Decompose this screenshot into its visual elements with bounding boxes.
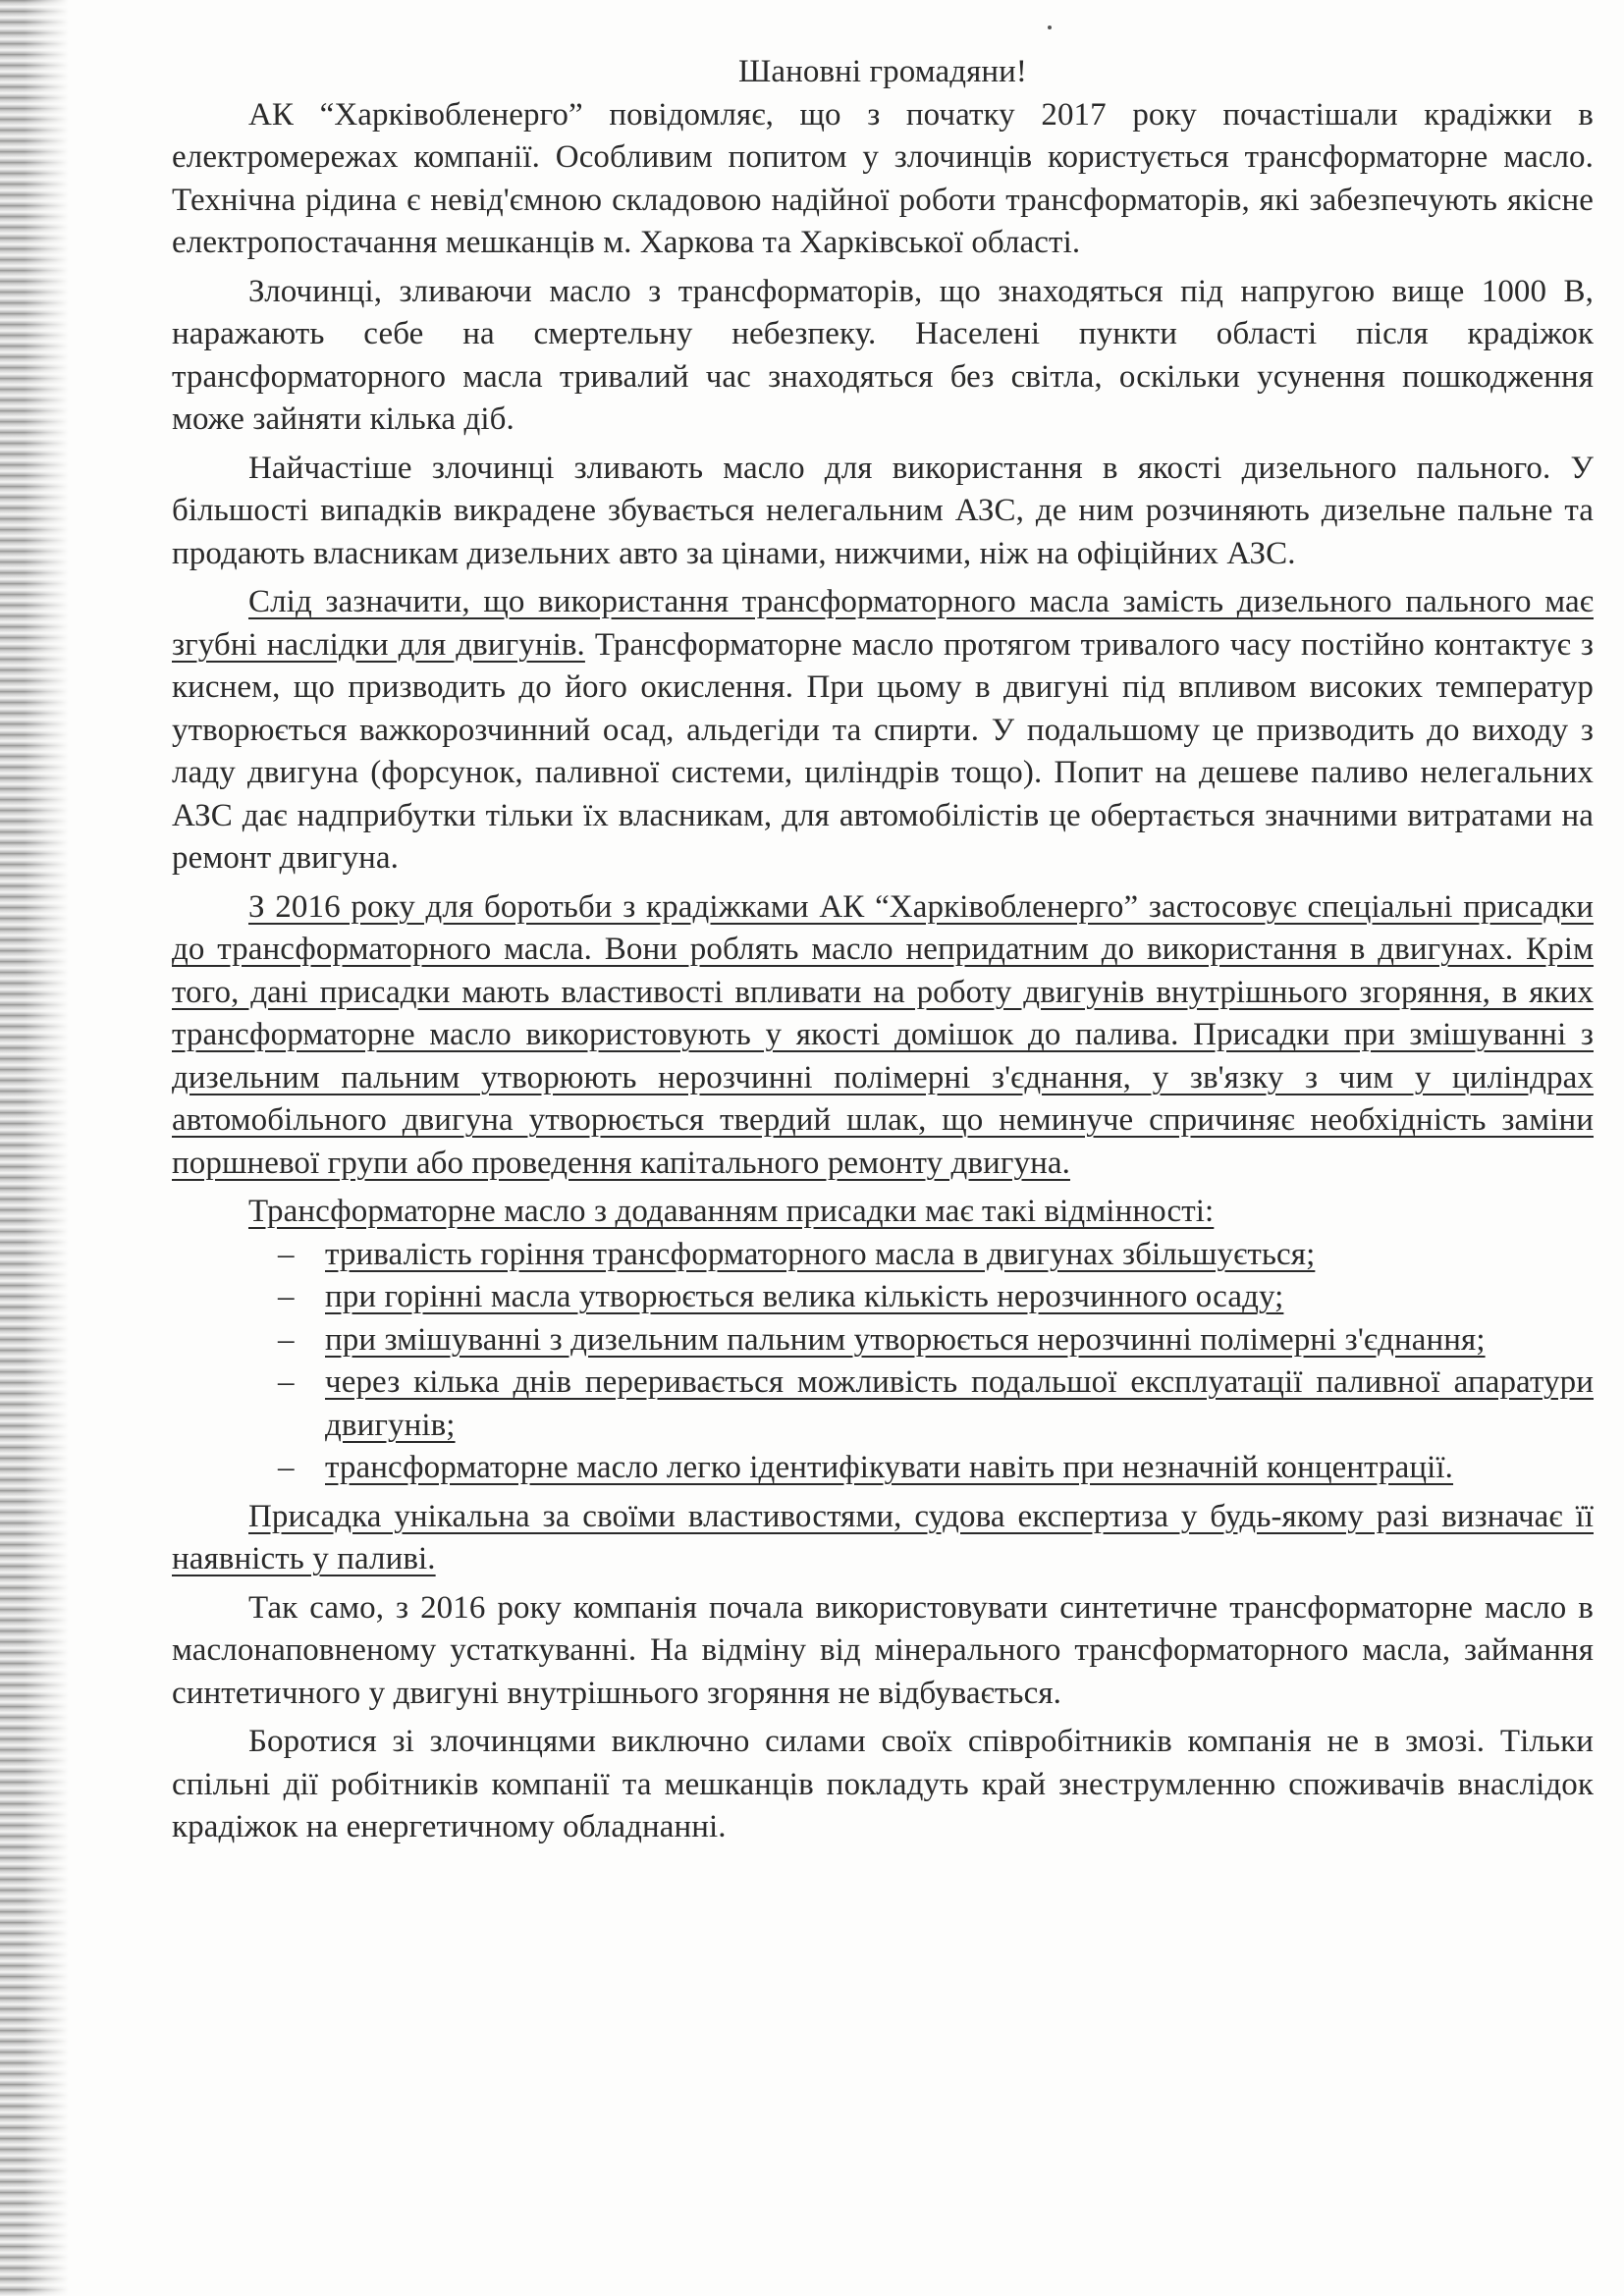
paragraph-2: Злочинці, зливаючи масло з трансформаторів, що знаходяться під напругою вище 1000 В, наражають себе на смертельну небезпеку. Населені пункти області після крадіжок трансформаторного масла тривалий час знаходяться без світла, оскільки усунення пошкодження може зайняти кілька діб. <box>172 273 1594 437</box>
list-item <box>172 1362 1594 1447</box>
paragraph-6-text: Присадка унікальна за своїми властивостями, судова експертиза у будь-якому разі визначає її наявність у паливі. <box>172 1498 1594 1576</box>
list-item-text: трансформаторне масло легко ідентифікувати навіть при незначній концентрації. <box>325 1450 1454 1485</box>
list-dash: – <box>278 1236 295 1272</box>
scan-speck <box>1048 26 1052 29</box>
list-item <box>172 1276 1594 1319</box>
paragraph-1: АК “Харківобленерго” повідомляє, що з початку 2017 року почастішали крадіжки в електромережах компанії. Особливим попитом у злочинців користується трансформаторне масло. Технічна рідина є невід'ємною складовою надійної роботи трансформаторів, які забезпечують якісне електропостачання мешканців м. Харкова та Харківської області. <box>172 96 1594 260</box>
list-item <box>172 1234 1594 1277</box>
list-dash: – <box>278 1321 295 1358</box>
paragraph-3: Найчастіше злочинці зливають масло для використання в якості дизельного пального. У більшості випадків викрадене збувається нелегальним АЗС, де ним розчиняють дизельне пальне та продають власникам дизельних авто за цінами, нижчими, ніж на офіційних АЗС. <box>172 450 1594 571</box>
paragraph-7: Так само, з 2016 року компанія почала використовувати синтетичне трансформаторне масло в маслонаповненому устаткуванні. На відміну від мінерального трансформаторного масла, займання синтетичного у двигуні внутрішнього згоряння не відбувається. <box>172 1589 1594 1711</box>
paragraph-5 <box>172 886 1594 1186</box>
list-dash: – <box>278 1364 295 1400</box>
list-intro <box>172 1191 1594 1234</box>
list-item-text: тривалість горіння трансформаторного масла в двигунах збільшується; <box>325 1236 1316 1272</box>
paragraph-8: Боротися зі злочинцями виключно силами своїх співробітників компанія не в змозі. Тільки спільні дії робітників компанії та мешканців покладуть край знеструмленню споживачів внаслідок крадіжок на енергетичному обладнанні. <box>172 1724 1594 1844</box>
list-intro-text: Трансформаторне масло з додаванням присадки має такі відмінності: <box>248 1194 1215 1229</box>
list-item <box>172 1447 1594 1490</box>
list-item-text: через кілька днів переривається можливість подальшої експлуатації паливної апаратури двигунів; <box>325 1364 1594 1443</box>
list-item-text: при горінні масла утворюється велика кількість нерозчинного осаду; <box>325 1279 1284 1314</box>
paragraph-4-rest: Трансформаторне масло протягом тривалого часу постійно контактує з киснем, що призводить до його окислення. При цьому в двигуні під впливом високих температур утворюється важкорозчинний осад, альдегіди та спирти. У подальшому це призводить до виходу з ладу двигуна (форсунок, паливної системи, циліндрів тощо). Попит на дешеве паливо нелегальних АЗС дає надприбутки тільки їх власникам, для автомобілістів це обертається значними витратами на ремонт двигуна. <box>172 626 1594 876</box>
paragraph-4 <box>172 581 1594 881</box>
list-item-text: при змішуванні з дизельним пальним утворюється нерозчинні полімерні з'єднання; <box>325 1321 1486 1358</box>
scan-shadow-edge <box>0 0 69 2296</box>
list-dash: – <box>278 1279 295 1314</box>
paragraph-4-underlined: Слід зазначити, що використання трансформаторного масла замість дизельного пального має згубні наслідки для двигунів. <box>172 584 1594 663</box>
differences-list <box>172 1234 1594 1490</box>
list-dash: – <box>278 1450 295 1485</box>
document-title: Шановні громадяни! <box>737 54 1028 89</box>
paragraph-6 <box>172 1496 1594 1581</box>
document-body <box>172 51 1594 1855</box>
paragraph-5-text: З 2016 року для боротьби з крадіжками АК “Харківобленерго” застосовує спеціальні присадки до трансформаторного масла. Вони роблять масло непридатним до використання в двигунах. Крім того, дані присадки мають властивості впливати на роботу двигунів внутрішнього згоряння, в яких трансформаторне масло використовують у якості домішок до палива. Присадки при змішуванні з дизельним пальним утворюють нерозчинні полімерні з'єднання, у зв'язку з чим у циліндрах автомобільного двигуна утворюється твердий шлак, що неминуче спричиняє необхідність заміни поршневої групи або проведення капітального ремонту двигуна. <box>172 888 1594 1181</box>
list-item <box>172 1319 1594 1362</box>
